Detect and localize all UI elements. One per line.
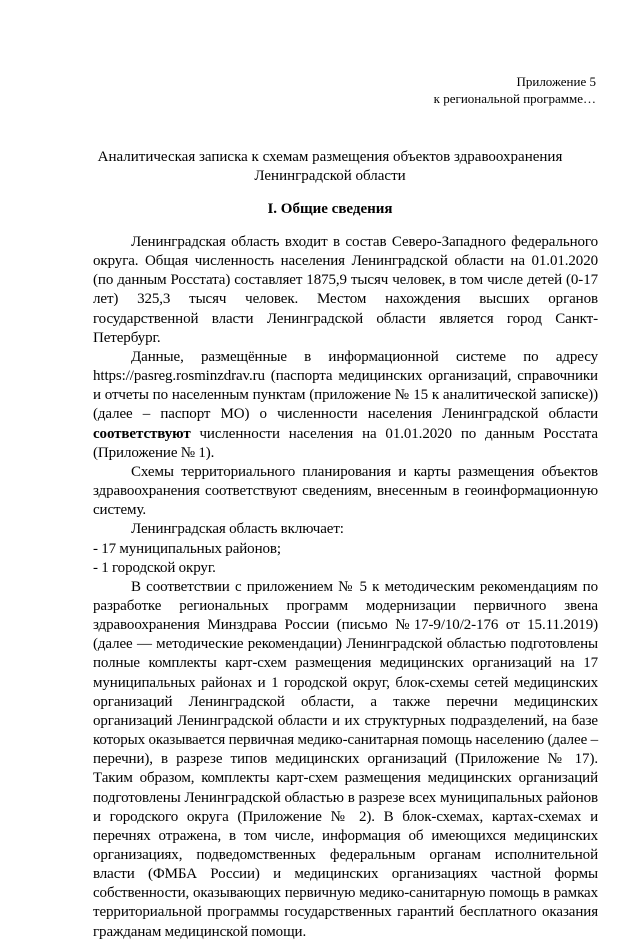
appendix-line-2: к региональной программе… bbox=[433, 91, 596, 106]
list-item: - 17 муниципальных районов; bbox=[93, 540, 281, 557]
document-title-line-1: Аналитическая записка к схемам размещения объектов здравоохранения bbox=[97, 149, 563, 165]
document-title bbox=[60, 148, 600, 186]
document-body bbox=[93, 233, 598, 942]
paragraph-methodology: В соответствии с приложением № 5 к методическим рекомендациям по разработке региональных программ модернизации первичного звена здравоохранения Минздрава России (письмо №17-9/10/2-176 от 15.11.2019) (далее — методические рекомендации) Ленинградской областью подготовлены полные комплекты карт-схем размещения медицинских организаций на 17 муниципальных районах и 1 городской округ, блок-схемы сетей медицинских организаций Ленинградской области, а также перечни медицинских организаций Ленинградской области и их структурных подразделений, на базе которых оказывается первичная медико-санитарная помощь населению (далее – перечни), в разрезе типов медицинских организаций (Приложение № 17). Таким образом, комплекты карт-схем размещения медицинских организаций подготовлены Ленинградской областью в разрезе всех муниципальных районов и городского округа (Приложение № 2). В блок-схемах, картах-схемах и перечнях отражена, в том числе, информация об имеющихся медицинских организациях, подведомственных федеральным органам исполнительной власти (ФМБА России) и медицинских организациях частной формы собственности, оказывающих первичную медико-санитарную помощь в рамках территориальной программы государственных гарантий бесплатного оказания гражданам медицинской помощи. bbox=[93, 578, 598, 940]
section-heading: I. Общие сведения bbox=[267, 201, 393, 217]
paragraph-region-includes: Ленинградская область включает: bbox=[131, 521, 344, 538]
appendix-note bbox=[434, 73, 596, 107]
document-title-line-2: Ленинградской области bbox=[254, 168, 406, 184]
paragraph-population: Ленинградская область входит в состав Северо-Западного федерального округа. Общая численность населения Ленинградской области на 01.01.2020 (по данным Росстата) составляет 1875,9 тысяч человек, в том числе детей (0-17 лет) 325,3 тысяч человек. Местом нахождения высших органов государственной власти Ленинградской области является город Санкт-Петербург. bbox=[93, 234, 598, 346]
paragraph-territorial-schemes: Схемы территориального планирования и карты размещения объектов здравоохранения соответствуют сведениям, внесенным в геоинформационную систему. bbox=[93, 463, 598, 519]
appendix-line-1: Приложение 5 bbox=[516, 74, 596, 89]
emphasis-match: соответствуют bbox=[93, 425, 191, 442]
paragraph-data-sources-tail: численности населения на 01.01.2020 по данным Росстата (Приложение № 1). bbox=[93, 425, 598, 461]
paragraph-data-sources bbox=[93, 348, 598, 463]
paragraph-data-sources-text: Данные, размещённые в информационной системе по адресу https://pasreg.rosminzdrav.ru (паспорта медицинских организаций, справочники и отчеты по населенным пунктам (приложение № 15 к аналитической записке)) (далее – паспорт МО) о численности населения Ленинградской области bbox=[93, 348, 598, 423]
list-item: - 1 городской округ. bbox=[93, 559, 216, 576]
